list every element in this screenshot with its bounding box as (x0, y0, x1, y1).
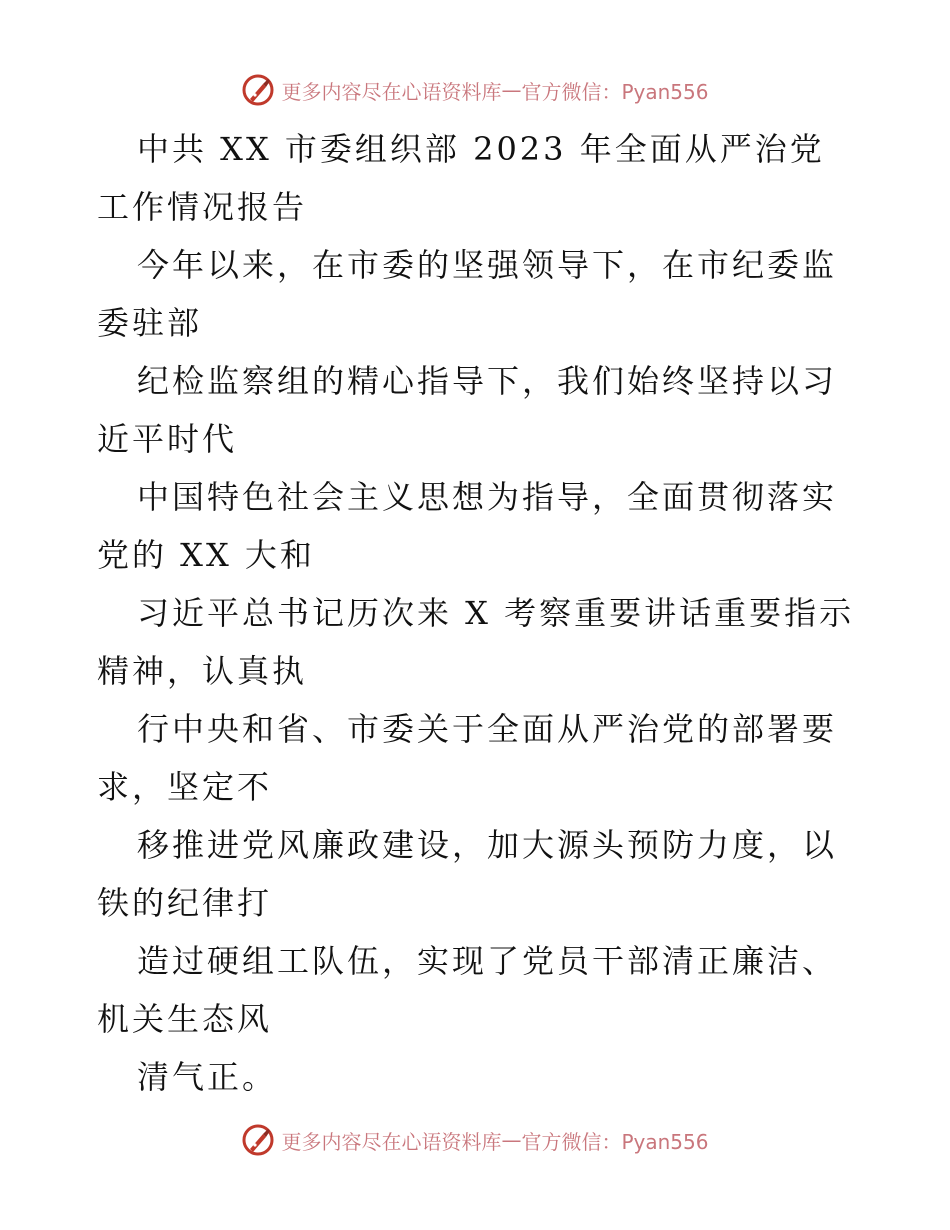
header-banner (0, 70, 950, 110)
pen-nib-logo-icon (241, 73, 275, 107)
footer-banner (0, 1120, 950, 1160)
paragraph-line: 造过硬组工队伍，实现了党员干部清正廉洁、机关生态风 (97, 942, 838, 1038)
banner-wechat-text: 官方微信：Pyan556 (521, 1129, 709, 1154)
paragraph-line: 行中央和省、市委关于全面从严治党的部署要求，坚定不 (97, 710, 838, 806)
banner-separator: — (501, 78, 522, 102)
paragraph-line: 习近平总书记历次来 X 考察重要讲话重要指示精神，认真执 (97, 594, 855, 690)
paragraph-line: 今年以来，在市委的坚强领导下，在市纪委监委驻部 (97, 246, 838, 342)
banner-site-text: 更多内容尽在心语资料库 (281, 79, 502, 104)
banner-site-text: 更多内容尽在心语资料库 (281, 1129, 502, 1154)
banner-wechat-text: 官方微信：Pyan556 (521, 79, 709, 104)
pen-nib-logo-icon (241, 1123, 275, 1157)
banner-separator: — (501, 1128, 522, 1152)
document-body (97, 120, 857, 1106)
report-title: 中共 XX 市委组织部 2023 年全面从严治党工作情况报告 (97, 130, 825, 226)
paragraph-line: 中国特色社会主义思想为指导，全面贯彻落实党的 XX 大和 (97, 478, 838, 574)
paragraph-line: 移推进党风廉政建设，加大源头预防力度，以铁的纪律打 (97, 826, 838, 922)
paragraph-line: 清气正。 (137, 1058, 278, 1096)
paragraph-line: 纪检监察组的精心指导下，我们始终坚持以习近平时代 (97, 362, 838, 458)
